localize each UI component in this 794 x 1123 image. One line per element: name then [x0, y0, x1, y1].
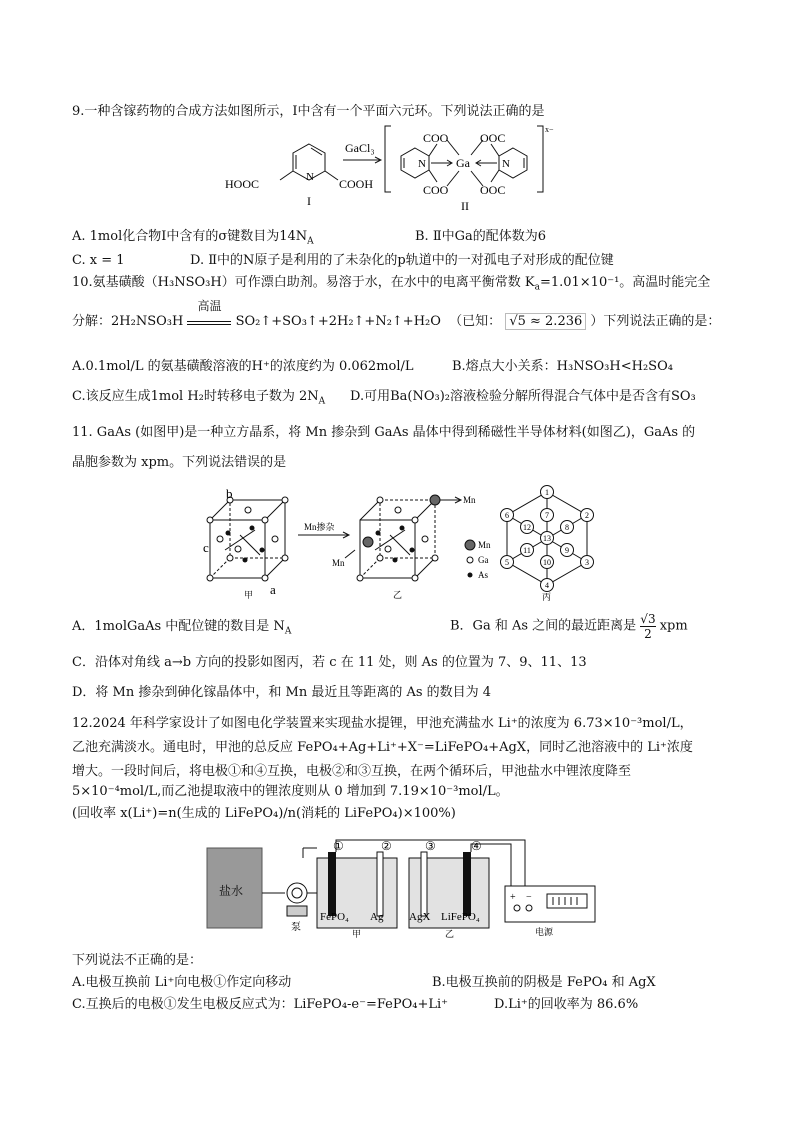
q11-legend-as: As: [478, 570, 489, 580]
q9-stem: 9.一种含镓药物的合成方法如图所示，Ⅰ中含有一个平面六元环。下列说法正确的是: [72, 104, 545, 119]
q9-option-c: C. x = 1: [72, 253, 125, 268]
q10-condition: 高温: [197, 299, 222, 313]
q9-figure: [225, 122, 570, 214]
q12-option-a: A.电极互换前 Li⁺向电极①作定向移动: [72, 975, 292, 990]
q12-electrode-1: ①: [333, 839, 344, 853]
q11-label-c: c: [203, 540, 209, 555]
q9-coo-bl: COO: [423, 183, 449, 197]
q9-ligand-n: N: [306, 171, 314, 183]
q10-stem: 10.氨基磺酸（H₃NSO₃H）可作漂白助剂。易溶于水，在水中的电离平衡常数 $K_a=1.01\times 10^{-1}$。高温时能完全: [72, 275, 711, 293]
q9-n2: N: [502, 158, 510, 170]
q12-fepo4: FePO₄: [320, 911, 349, 923]
q9-ligand-left: HOOC: [225, 177, 260, 191]
q11-arrow-label: Mn掺杂: [304, 522, 335, 532]
q12-electrode-3: ③: [425, 839, 436, 853]
q12-line2: 乙池充满淡水。通电时，甲池的总反应 FePO₄+Ag+Li⁺+X⁻=LiFePO₄+AgX，同时乙池溶液中的 Li⁺浓度: [72, 740, 693, 755]
q11-stem-line1: 11. GaAs (如图甲)是一种立方晶系，将 Mn 掺杂到 GaAs 晶体中得到稀磁性半导体材料(如图乙)，GaAs 的: [72, 425, 696, 440]
q12-option-c: C.互换后的电极①发生电极反应式为：LiFePO₄-e⁻=FePO₄+Li⁺: [72, 997, 449, 1012]
q11-option-d: D．将 Mn 掺杂到砷化镓晶体中，和 Mn 最近且等距离的 As 的数目为 4: [72, 685, 492, 700]
q12-question: 下列说法不正确的是：: [72, 953, 203, 968]
q10-option-b: B.熔点大小关系：H₃NSO₃H<H₂SO₄: [452, 359, 673, 374]
q9-option-d: D. Ⅱ中的N原子是利用的了未杂化的p轨道中的一对孤电子对形成的配位键: [190, 253, 614, 268]
q12-option-d: D.Li⁺的回收率为 86.6%: [494, 997, 639, 1012]
hex-node-label-7: 7: [545, 511, 549, 520]
q12-line1: 12.2024 年科学家设计了如图电化学装置来实现盐水提锂，甲池充满盐水 Li⁺的浓度为 6.73×10⁻³mol/L，: [72, 716, 693, 731]
q10-option-a: A.0.1mol/L 的氨基磺酸溶液的H⁺的浓度约为 0.062mol/L: [72, 359, 414, 374]
q9-reagent: GaCl₃: [345, 141, 375, 155]
q12-agx: AgX: [409, 911, 431, 923]
q10-sqrt: √5 ≈ 2.236: [505, 313, 586, 330]
hex-node-label-6: 6: [505, 511, 509, 520]
hex-node-label-5: 5: [505, 558, 509, 567]
q12-electrode-2: ②: [381, 839, 392, 853]
q11-option-c: C．沿体对角线 a→b 方向的投影如图丙，若 c 在 11 处，则 As 的位置为 7、9、11、13: [72, 655, 587, 670]
q10-line2: 分解：2H₂NSO₃H 高温 SO₂↑+SO₃↑+2H₂↑+N₂↑+H₂O （已知： √5 ≈ 2.236 ）下列说法正确的是：: [72, 299, 721, 329]
q9-coo-tl: COO: [423, 131, 449, 145]
q12-lifepo4: LiFePO₄: [441, 911, 480, 923]
hex-node-label-1: 1: [545, 488, 549, 497]
q12-line3: 增大。一段时间后，将电极①和④互换，电极②和③互换，在两个循环后，甲池盐水中锂浓度降至: [72, 764, 632, 779]
hex-node-label-13: 13: [543, 534, 551, 543]
q11-label-a: a: [270, 582, 276, 597]
q12-cell-yi: 乙: [445, 929, 455, 938]
hex-node-label-8: 8: [565, 523, 569, 532]
q10-option-d: D.可用Ba(NO₃)₂溶液检验分解所得混合气体中是否含有SO₃: [350, 389, 696, 404]
hex-node-label-10: 10: [543, 558, 551, 567]
q9-option-b: B. Ⅱ中Ga的配体数为6: [415, 229, 547, 244]
q11-legend-ga: Ga: [478, 555, 489, 565]
q9-option-a: A. 1mol化合物Ⅰ中含有的σ键数目为$14N_A$: [72, 229, 314, 247]
hex-node-label-11: 11: [523, 546, 531, 555]
q11-label-b: b: [226, 486, 233, 501]
q9-n1: N: [418, 158, 426, 170]
q12-power: 电源: [535, 927, 554, 937]
q11-stem-line2: 晶胞参数为 xpm。下列说法错误的是: [72, 455, 287, 470]
q11-caption-bing: 丙: [542, 592, 552, 602]
q11-mn-left: Mn: [332, 558, 345, 568]
q9-charge: x−: [545, 125, 554, 134]
q9-ligand-right: COOH: [339, 177, 374, 191]
q11-option-b: B．Ga 和 As 之间的最近距离是 $\frac{√3}{2}$ xpm: [450, 612, 688, 641]
q11-caption-yi: 乙: [393, 590, 403, 600]
hex-node-label-12: 12: [523, 523, 531, 532]
q12-figure: [205, 838, 600, 938]
q12-line5: (回收率 x(Li⁺)=n(生成的 LiFePO₄)/n(消耗的 LiFePO₄)×100%): [72, 806, 456, 821]
hex-node-label-4: 4: [545, 581, 549, 590]
q11-legend-mn: Mn: [478, 540, 491, 550]
q12-minus: −: [526, 892, 532, 903]
q11-caption-jia: 甲: [244, 590, 254, 600]
q9-label-ii: II: [461, 199, 469, 213]
q11-mn-top: Mn: [463, 495, 476, 505]
q12-pump: 泵: [291, 922, 301, 933]
q9-ga: Ga: [456, 156, 470, 170]
q12-option-b: B.电极互换前的阴极是 FePO₄ 和 AgX: [432, 975, 656, 990]
q12-plus: +: [510, 892, 516, 903]
q11-option-a: A．1molGaAs 中配位键的数目是 $N_A$: [72, 619, 292, 637]
hex-node-label-2: 2: [585, 511, 589, 520]
q9-ooc-br: OOC: [480, 183, 506, 197]
q12-electrode-4: ④: [471, 839, 482, 853]
q9-label-i: I: [307, 194, 311, 208]
q12-line4: 5×10⁻⁴mol/L,而乙池提取液中的锂浓度则从 0 增加到 7.19×10⁻³mol/L。: [72, 784, 509, 799]
hex-node-label-9: 9: [565, 546, 569, 555]
q9-ooc-tr: OOC: [480, 131, 506, 145]
q12-ag: Ag: [370, 911, 384, 923]
q12-cell-jia: 甲: [352, 929, 362, 938]
hex-node-label-3: 3: [585, 558, 589, 567]
q11-figure: [200, 480, 610, 605]
q12-brine: 盐水: [219, 884, 244, 898]
q10-option-c: C.该反应生成1mol H₂时转移电子数为 $2N_A$: [72, 389, 326, 407]
